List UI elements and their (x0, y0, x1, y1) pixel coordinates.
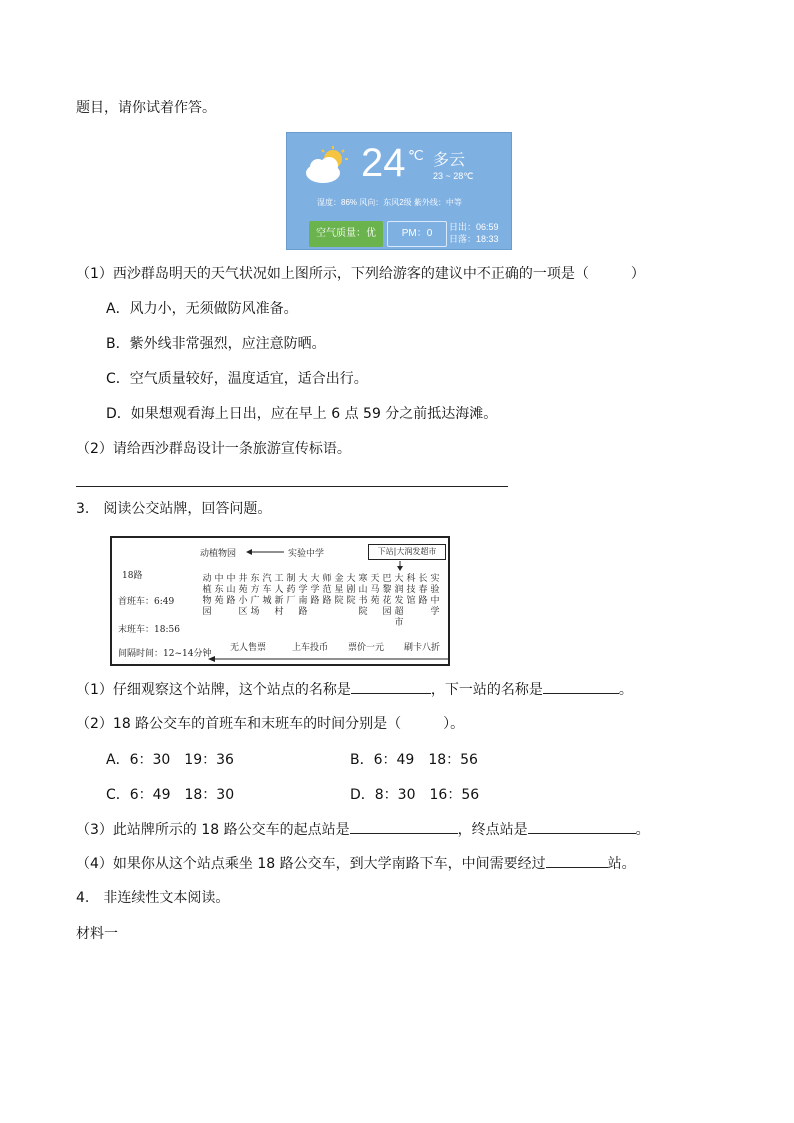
end-stop-blank[interactable] (528, 819, 636, 834)
temperature-unit: ℃ (408, 147, 424, 163)
q1-option-c: C．空气质量较好，温度适宜，适合出行。 (106, 371, 368, 387)
stop-name: 大学南路 (298, 574, 308, 617)
q3-sub4-text-a: （4）如果你从这个站点乘坐 18 路公交车，到大学南路下车，中间需要经过 (76, 856, 546, 872)
interval-time: 间隔时间：12~14分钟 (118, 649, 212, 659)
q3-sub4-text-b: 站。 (607, 856, 636, 872)
stop-name: 大剧院 (346, 574, 356, 606)
first-bus-time: 首班车：6:49 (118, 597, 175, 607)
q3-sub1-text-c: 。 (618, 682, 633, 698)
q3-sub2-option-c: C．6：49 18：30 (106, 787, 235, 803)
q1-option-a: A．风力小，无须做防风准备。 (106, 301, 298, 317)
q1-stem: （1）西沙群岛明天的天气状况如上图所示，下列给游客的建议中不正确的一项是（ ） (76, 266, 645, 282)
stop-count-blank[interactable] (546, 853, 608, 868)
stop-name: 长春路 (418, 574, 428, 606)
q3-sub3-text-c: 。 (635, 822, 650, 838)
temperature-range: 23 ~ 28℃ (433, 171, 474, 181)
current-stop-blank[interactable] (351, 679, 431, 694)
sunrise: 日出：06:59 (449, 222, 499, 232)
q2-stem: （2）请给西沙群岛设计一条旅游宣传标语。 (76, 441, 351, 457)
sun-times (449, 221, 499, 245)
q1-option-d: D．如果想观看海上日出，应在早上 6 点 59 分之前抵达海滩。 (106, 406, 498, 422)
route-number: 18路 (122, 571, 143, 581)
next-stop-label: 下站|大润发超市 (368, 544, 446, 560)
q3-sub1-text-a: （1）仔细观察这个站牌，这个站点的名称是 (76, 682, 351, 698)
weather-condition: 多云 (433, 152, 466, 169)
stop-name: 寒山书院 (358, 574, 368, 617)
stop-name: 中东苑 (214, 574, 224, 606)
pm-badge: PM：0 (387, 221, 447, 247)
stop-name: 东方广场 (250, 574, 260, 617)
q3-sub3 (76, 819, 650, 840)
direction-arrow-icon (208, 655, 448, 663)
material-label: 材料一 (76, 926, 118, 942)
air-quality-badge: 空气质量：优 (309, 221, 383, 247)
notice: 无人售票 (230, 643, 267, 653)
stop-name: 中山路 (226, 574, 236, 606)
stop-name: 巴黎花园 (382, 574, 392, 617)
q3-sub2-option-b: B．6：49 18：56 (350, 752, 478, 768)
weather-card (286, 132, 512, 250)
stop-name: 天马苑 (370, 574, 380, 606)
weather-details: 湿度：86% 风向：东风2级 紫外线：中等 (317, 198, 462, 207)
sunset: 日落：18:33 (449, 234, 499, 244)
direction-to: 动植物园 (200, 549, 237, 559)
stop-name: 动植物园 (202, 574, 212, 617)
answer-line[interactable] (76, 486, 508, 487)
stop-name: 实验中学 (430, 574, 440, 617)
q3-sub4 (76, 853, 636, 874)
notice: 票价一元 (348, 643, 385, 653)
q4-title: 4. 非连续性文本阅读。 (76, 890, 230, 906)
bus-stop-sign (110, 536, 450, 666)
arrow-left-icon (246, 548, 284, 556)
q3-sub3-text-b: ，终点站是 (457, 822, 528, 838)
q3-sub2-stem: （2）18 路公交车的首班车和末班车的时间分别是（ ）。 (76, 716, 465, 732)
notice: 刷卡八折 (404, 643, 441, 653)
start-stop-blank[interactable] (350, 819, 458, 834)
stop-name: 井苑小区 (238, 574, 248, 617)
stop-name: 工人新村 (274, 574, 284, 617)
q3-sub2-option-d: D．8：30 16：56 (350, 787, 480, 803)
stop-name: 师范路 (322, 574, 332, 606)
next-stop-blank[interactable] (543, 679, 619, 694)
direction-from: 实验中学 (288, 549, 325, 559)
stop-name: 大学路 (310, 574, 320, 606)
q1-option-b: B．紫外线非常强烈，应注意防晒。 (106, 336, 326, 352)
stop-name: 大润发超市 (394, 574, 404, 628)
q3-sub2-option-a: A．6：30 19：36 (106, 752, 234, 768)
q3-sub1-text-b: ，下一站的名称是 (430, 682, 543, 698)
intro-text: 题目，请你试着作答。 (76, 100, 216, 116)
notice: 上车投币 (292, 643, 329, 653)
temperature: 24 (361, 141, 406, 185)
stop-name: 金星院 (334, 574, 344, 606)
q3-title: 3. 阅读公交站牌，回答问题。 (76, 501, 272, 517)
stop-name: 制药厂 (286, 574, 296, 606)
stop-name: 科技馆 (406, 574, 416, 606)
last-bus-time: 末班车：18:56 (118, 625, 180, 635)
q3-sub3-text-a: （3）此站牌所示的 18 路公交车的起点站是 (76, 822, 350, 838)
stop-name: 汽车城 (262, 574, 272, 606)
q3-sub1 (76, 679, 633, 700)
down-arrow-icon (397, 561, 403, 571)
partly-cloudy-icon (303, 145, 351, 185)
